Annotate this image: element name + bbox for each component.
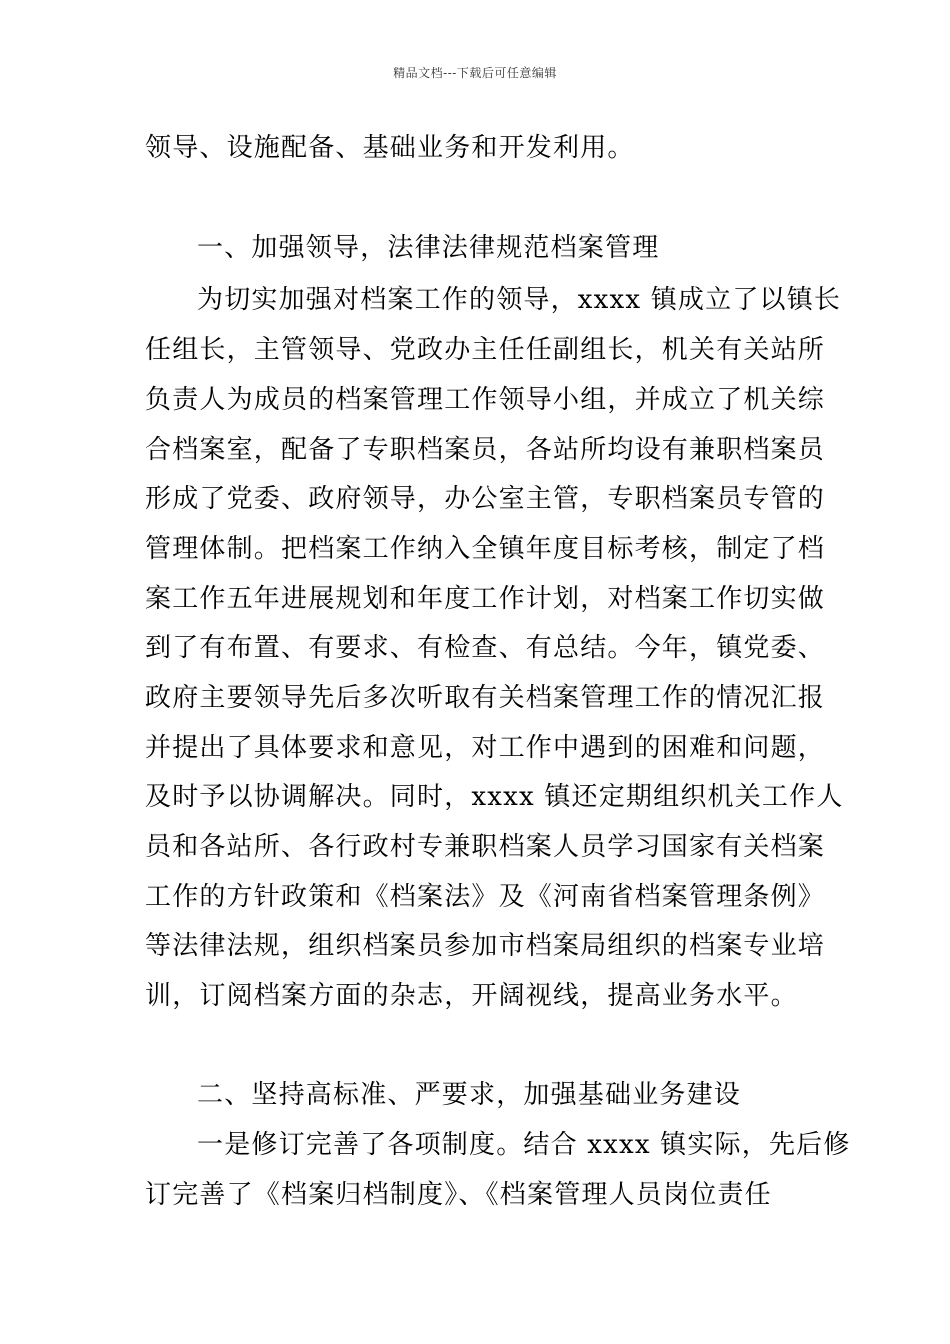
body-line: 并提出了具体要求和意见，对工作中遇到的困难和问题， (145, 733, 826, 763)
body-line: 任组长，主管领导、党政办主任任副组长，机关有关站所 (145, 335, 826, 365)
body-line: 工作的方针政策和《档案法》及《河南省档案管理条例》 (145, 882, 826, 912)
body-line: 负责人为成员的档案管理工作领导小组，并成立了机关综 (145, 385, 826, 415)
body-line: 领导、设施配备、基础业务和开发利用。 (145, 133, 635, 163)
body-line: 形成了党委、政府领导，办公室主管，专职档案员专管的 (145, 484, 826, 514)
section-heading-2: 二、坚持高标准、严要求，加强基础业务建设 (197, 1080, 742, 1110)
body-line: 案工作五年进展规划和年度工作计划，对档案工作切实做 (145, 584, 826, 614)
body-line: 管理体制。把档案工作纳入全镇年度目标考核，制定了档 (145, 534, 826, 564)
body-line: 政府主要领导先后多次听取有关档案管理工作的情况汇报 (145, 683, 826, 713)
body-line: 一是修订完善了各项制度。结合 xxxx 镇实际，先后修 (197, 1130, 851, 1160)
body-line: 及时予以协调解决。同时，xxxx 镇还定期组织机关工作人 (145, 782, 844, 812)
body-line: 订完善了《档案归档制度》、《档案管理人员岗位责任 (145, 1180, 772, 1210)
body-line: 合档案室，配备了专职档案员，各站所均设有兼职档案员 (145, 435, 826, 465)
section-heading-1: 一、加强领导，法律法律规范档案管理 (197, 233, 660, 263)
body-line: 到了有布置、有要求、有检查、有总结。今年，镇党委、 (145, 633, 826, 663)
page-header: 精品文档---下载后可任意编辑 (393, 66, 557, 80)
body-line: 员和各站所、各行政村专兼职档案人员学习国家有关档案 (145, 832, 826, 862)
body-line: 等法律法规，组织档案员参加市档案局组织的档案专业培 (145, 931, 826, 961)
body-line: 训，订阅档案方面的杂志，开阔视线，提高业务水平。 (145, 981, 798, 1011)
body-line: 为切实加强对档案工作的领导，xxxx 镇成立了以镇长 (197, 285, 842, 315)
